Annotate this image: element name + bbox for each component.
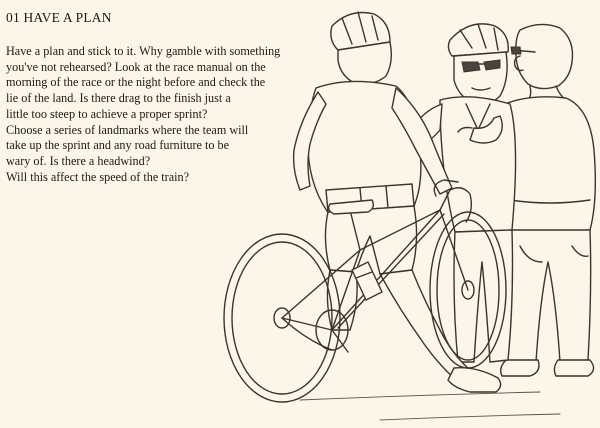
body-line: little too steep to achieve a proper sprint? [6,106,208,121]
body-line: you've not rehearsed? Look at the race manual on the [6,59,266,74]
body-line: Will this affect the speed of the train? [6,169,190,184]
body-line: wary of. Is there a headwind? [6,153,151,168]
body-line: lie of the land. Is there drag to the finish just a [6,91,231,106]
cyclist-sketch-icon [215,0,600,428]
body-line: morning of the race or the night before and check the [6,75,266,90]
body-line: Choose a series of landmarks where the team will [6,122,249,137]
body-line: Have a plan and stick to it. Why gamble with something [6,44,281,58]
page-heading: 01 HAVE A PLAN [6,10,112,25]
body-line: take up the sprint and any road furniture to be [6,138,230,153]
